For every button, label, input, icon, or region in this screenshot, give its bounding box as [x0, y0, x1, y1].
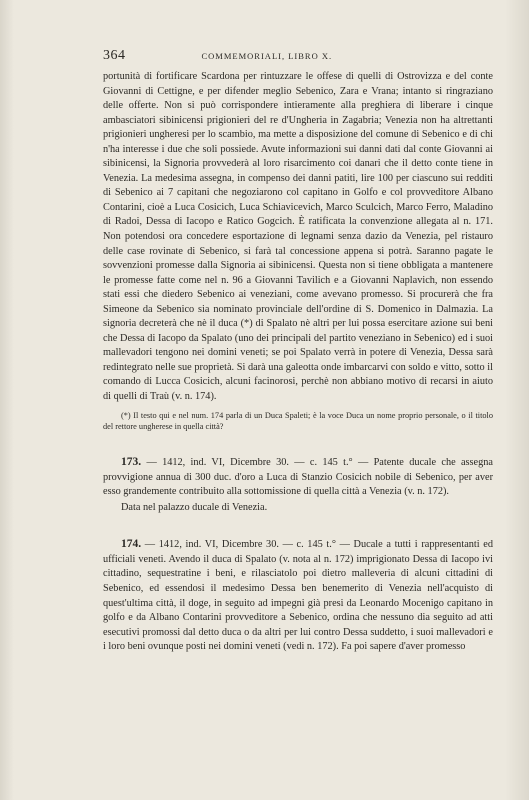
entry-number: 174.: [121, 538, 142, 551]
page-body: [103, 70, 493, 655]
running-head: COMMEMORIALI, LIBRO X.: [201, 51, 333, 61]
page-number: 364: [103, 48, 126, 63]
entry-number: 173.: [121, 456, 142, 469]
entry-paragraph: [103, 455, 493, 500]
entry-paragraph: [103, 537, 493, 654]
footnote: (*) Il testo qui e nel num. 174 parla di un Duca Spaleti; è la voce Duca un nome proprio personale, o il titolo del rettore ungherese in quella città?: [103, 410, 493, 432]
entry-173: [103, 455, 493, 515]
entry-text: — 1412, ind. VI, Dicembre 30. — c. 145 t.° — Ducale a tutti i rappresentanti ed ufficiali veneti. Avendo il duca di Spalato (v. nota al n. 172) imprigionato Dessa di Iacopo ivi cittadino, sequestratine i beni, e rilasciatolo poi dietro malleveria di alcuni cittadini di Sebenico, ed essendosi il medesimo Dessa ben benemerito di Venezia nell'acquisto di quest'ultima città, il doge, in seguito ad impegni già presi da Leonardo Mocenigo capitano in golfo e da Albano Contarini provveditore a Sebenico, ordina che nessuno dia seguito ad atti esecutivi promossi dal detto duca o da altri per lui contro Dessa suddetto, i suoi mallevadori e i loro beni ovunque posti nei domini veneti (vedi n. 172). Fa poi sapere d'aver promesso: [103, 539, 494, 653]
continuation-paragraph: portunità di fortificare Scardona per rintuzzare le offese di quelli di Ostrovizza e del conte Giovanni di Cettigne, e per difender meglio Sebenico, Zara e Vrana; intanto si ringraziano delle offerte. Non si può corrispondere intieramente alla preghiera di liberare i cinque ambasciatori sibinicensi prigionieri del re d'Ungheria in Zagabria; Venezia non ha altrettanti prigionieri ungheresi per lo scambio, ma mette a disposizione del comune di Sebenico e di chi n'ha interesse i due che soli possiede. Avute informazioni sui danni dati dal conte Giovanni ai sibinicensi, la Signoria provvederà al loro risarcimento coi danari che il detto conte tiene in Venezia. La medesima assegna, in compenso dei danni patiti, lire 100 per ciascuno sui redditi di Sebenico ai 7 capitani che negoziarono col capitano in Golfo e col provveditore Albano Contarini, cioè a Luca Cosicich, Luca Schiavicevich, Marco Sculcich, Marco Ferro, Maladino di Radoi, Dessa di Iacopo e Ratico Gogcich. È ratificata la convenzione allegata al n. 171. Non potendosi ora concedere esportazione di legnami senza dazio da Venezia, pel ristauro delle case rovinate di Sebenico, si farà tal concessione appena si potrà. Saranno pagate le sovvenzioni promesse dalla Signoria ai sibinicensi. Questa non si tiene obbligata a mantenere le promesse fatte come nel n. 96 a Giovanni Tavilich e a Giovanni Naplavich, non essendo stati essi che diedero Sebenico ai veneziani, come avevano promesso. Si procurerà che fra Simeone da Sebenico sia nominato provinciale dell'ordine di S. Domenico in Dalmazia. La signoria decreterà che nè il duca (*) di Spalato nè altri per lui possa esercitare azione sui beni che Dessa di Iacopo da Spalato (uno dei principali del partito veneziano in Sebenico) ed i suoi mallevadori tengono nei domini veneti; se poi Spalato verrà in potere di Venezia, Dessa sarà redintegrato nelle sue proprietà. Si darà una galeotta onde imbarcarvi con soldo e vitto, sotto il comando di Lucca Cosicich, alcuni facinorosi, perchè non abbiano motivo di recarsi in aiuto di quelli di Traù (v. n. 174).: [103, 71, 493, 403]
entry-174: [103, 537, 493, 654]
entry-dated-line: Data nel palazzo ducale di Venezia.: [121, 501, 268, 513]
entry-text: — 1412, ind. VI, Dicembre 30. — c. 145 t.° — Patente ducale che assegna provvigione annua di 300 duc. d'oro a Luca di Stanzio Cosicich nobile di Sebenico, per aver esso grandemente contribuito alla sottomissione di quella città a Venezia (v. n. 172).: [103, 457, 493, 498]
page-header: [103, 48, 479, 64]
